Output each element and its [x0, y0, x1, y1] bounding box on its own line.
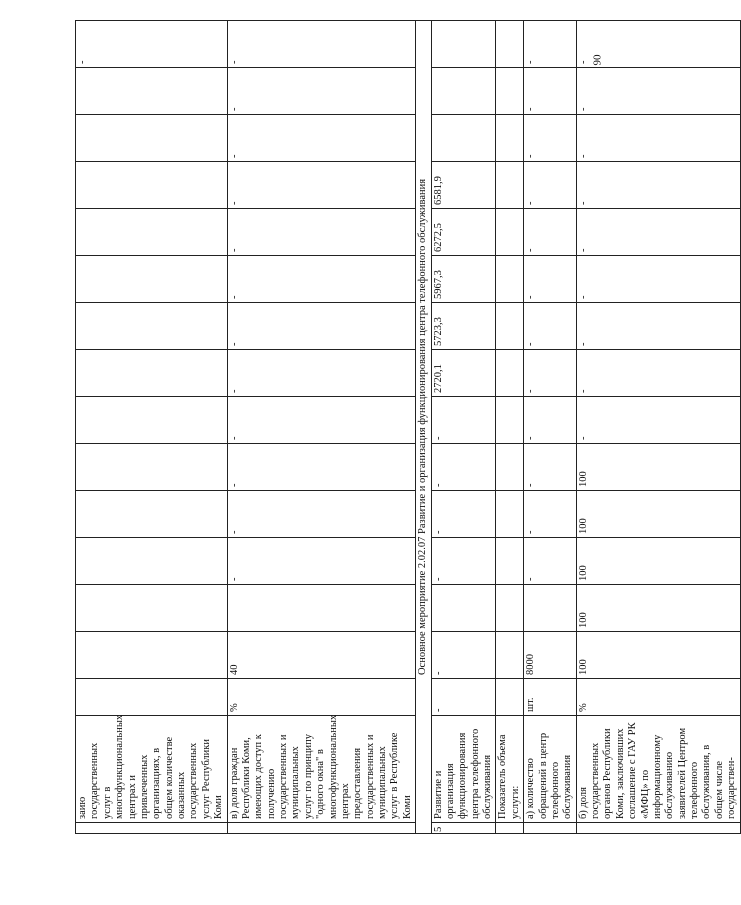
value-cell: -	[524, 397, 577, 444]
value-cell: 8000	[524, 632, 577, 679]
value-cell: -	[524, 444, 577, 491]
value-cell: -	[431, 444, 496, 491]
value-cell: -	[431, 538, 496, 585]
unit-cell	[496, 679, 524, 716]
value-cell: -	[431, 491, 496, 538]
row-number-cell	[227, 823, 416, 834]
value-cell: 100	[576, 585, 740, 632]
value-cell: -	[76, 21, 228, 68]
indicator-name-cell: а) количество обращений в центр телефонного обслуживания	[524, 716, 577, 823]
value-cell	[76, 491, 228, 538]
value-cell: -	[576, 68, 740, 115]
value-cell: -	[524, 209, 577, 256]
value-cell: -	[576, 209, 740, 256]
value-cell	[431, 21, 496, 68]
value-cell	[227, 585, 416, 632]
value-cell	[496, 162, 524, 209]
value-cell	[76, 162, 228, 209]
value-cell	[496, 397, 524, 444]
value-cell: -	[227, 162, 416, 209]
value-cell	[496, 632, 524, 679]
value-cell	[496, 538, 524, 585]
value-cell: 6272,5	[431, 209, 496, 256]
value-cell: -	[576, 397, 740, 444]
value-cell	[431, 115, 496, 162]
table-row	[576, 21, 740, 834]
value-cell	[496, 256, 524, 303]
indicator-name-cell: Развитие и организация функционирования центра телефонного обслуживания	[431, 716, 496, 823]
value-cell: -	[524, 115, 577, 162]
indicators-table	[75, 20, 741, 834]
value-cell	[496, 350, 524, 397]
value-cell: -	[524, 538, 577, 585]
value-cell: -	[431, 397, 496, 444]
row-number-cell	[524, 823, 577, 834]
value-cell	[76, 256, 228, 303]
unit-cell	[76, 679, 228, 716]
value-cell: -	[524, 491, 577, 538]
value-cell: -	[576, 115, 740, 162]
value-cell: -	[524, 21, 577, 68]
value-cell: -	[227, 444, 416, 491]
table-row	[524, 21, 577, 834]
value-cell: -	[576, 303, 740, 350]
value-cell: 5967,3	[431, 256, 496, 303]
value-cell: -	[524, 303, 577, 350]
value-cell: 2720,1	[431, 350, 496, 397]
value-cell: -	[524, 350, 577, 397]
value-cell	[76, 632, 228, 679]
row-number-cell: 5	[431, 823, 496, 834]
table-row	[431, 21, 496, 834]
unit-cell: -	[431, 679, 496, 716]
value-cell	[76, 303, 228, 350]
value-cell: -	[227, 397, 416, 444]
value-cell: -	[576, 256, 740, 303]
indicator-name-cell: Показатель объема услуги:	[496, 716, 524, 823]
value-cell	[76, 209, 228, 256]
value-cell	[76, 397, 228, 444]
value-cell: -	[227, 350, 416, 397]
unit-cell: %	[227, 679, 416, 716]
value-cell	[76, 350, 228, 397]
value-cell	[496, 444, 524, 491]
value-cell: -	[227, 209, 416, 256]
value-cell: 6581,9	[431, 162, 496, 209]
value-cell: -	[576, 162, 740, 209]
value-cell: 100	[576, 491, 740, 538]
value-cell	[431, 68, 496, 115]
value-cell	[496, 585, 524, 632]
value-cell: 5723,3	[431, 303, 496, 350]
value-cell: -	[227, 256, 416, 303]
table-row	[227, 21, 416, 834]
value-cell: 100	[576, 632, 740, 679]
value-cell: -	[576, 350, 740, 397]
row-number-cell	[76, 823, 228, 834]
value-cell	[496, 209, 524, 256]
value-cell: -	[227, 491, 416, 538]
value-cell	[76, 115, 228, 162]
value-cell: 40	[227, 632, 416, 679]
value-cell: -	[227, 538, 416, 585]
page-number: 90	[591, 54, 603, 66]
value-cell: -	[227, 21, 416, 68]
value-cell: -	[431, 632, 496, 679]
value-cell	[76, 444, 228, 491]
value-cell	[496, 491, 524, 538]
value-cell	[76, 68, 228, 115]
indicator-name-cell: заию государственных услуг в многофункциональных центрах и привлеченных организациях, в общем количестве оказанных государственных услуг Республики Коми	[76, 716, 228, 823]
value-cell: -	[227, 115, 416, 162]
value-cell	[524, 585, 577, 632]
value-cell	[76, 538, 228, 585]
value-cell	[496, 21, 524, 68]
value-cell	[496, 68, 524, 115]
unit-cell: шт.	[524, 679, 577, 716]
value-cell: -	[576, 21, 740, 68]
section-header-row	[416, 21, 431, 834]
value-cell	[496, 115, 524, 162]
value-cell	[76, 585, 228, 632]
unit-cell: %	[576, 679, 740, 716]
value-cell	[496, 303, 524, 350]
value-cell: -	[524, 68, 577, 115]
value-cell: 100	[576, 444, 740, 491]
table-row	[496, 21, 524, 834]
value-cell: 100	[576, 538, 740, 585]
row-number-cell	[496, 823, 524, 834]
value-cell: -	[227, 68, 416, 115]
indicator-name-cell: б) доля государственных органов Республики Коми, заключивших соглашение с ГАУ РК «МФЦ» по информационному обслуживанию заявителей Центром телефонного обслуживания, в общем числе государствен-	[576, 716, 740, 823]
indicator-name-cell: в) доля граждан Республики Коми, имеющих доступ к получению государственных и муниципальных услуг по принципу "одного окна" в многофункциональных центрах предоставления государственных и муниципальных услуг в Республике Коми	[227, 716, 416, 823]
table-row	[76, 21, 228, 834]
value-cell	[431, 585, 496, 632]
value-cell: -	[524, 256, 577, 303]
section-header-cell: Основное мероприятие 2.02.07 Развитие и организация функционирования центра телефонного обслуживания	[416, 21, 431, 834]
value-cell: -	[227, 303, 416, 350]
row-number-cell	[576, 823, 740, 834]
value-cell: -	[524, 162, 577, 209]
